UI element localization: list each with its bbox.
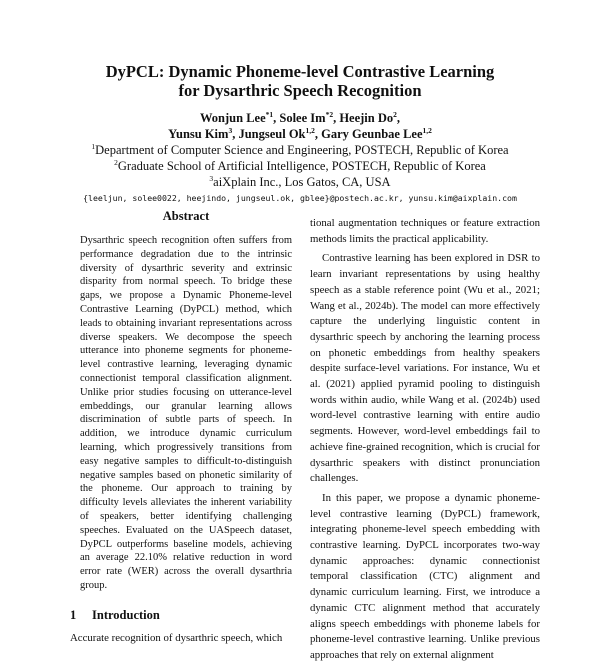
affiliation-mark: 1 <box>91 141 96 151</box>
affiliations <box>0 142 600 190</box>
authors-line-2: Yunsu Kim$^3$, Jungseul Ok$^{1,2}$, Gary Geunbae Lee$^{1,2}$ <box>168 125 432 141</box>
title-line-1: DyPCL: Dynamic Phoneme-level Contrastive Learning <box>105 62 495 81</box>
author-name: Heejin Do <box>339 111 394 125</box>
affiliation-text: aiXplain Inc., Los Gatos, CA, USA <box>213 175 391 189</box>
author-emails: {leeljun, solee0022, heejindo, jungseul.ok, gblee}@postech.ac.kr, yunsu.kim@aixplain.com <box>83 193 517 203</box>
abstract-text: Dysarthric speech recognition often suffers from performance degradation due to the intrinsic diversity of dysarthric severity and extrinsic disparity from normal speech. To bridge these gaps, we propose a Dynamic Phoneme-level Contrastive Learning (DyPCL) method, which leads to obtaining invariant representations across diverse speakers. We decompose the speech utterance into phoneme segments for phoneme-level contrastive learning, leveraging dynamic connectionist temporal classification alignment. Unlike prior studies focusing on utterance-level embeddings, our granular learning allows discrimination of subtle parts of speech. In addition, we introduce dynamic curriculum learning, which progressively transitions from easy negative samples to difficult-to-distinguish negative samples based on phonetic similarity of the phoneme. Our approach to training by difficulty levels alleviates the inherent variability of speakers, better identifying challenging speeches. Evaluated on the UASpeech dataset, DyPCL outperforms baseline models, achieving an average 22.10% relative reduction in word error rate (WER) across the overall dysarthria group. <box>80 235 292 591</box>
body-paragraph: tional augmentation techniques or feature extraction methods limits the practical applicability. <box>310 217 540 245</box>
authors-line-1: Wonjun Lee$^{*1}$, Solee Im$^{*2}$, Heejin Do$^2$, <box>199 109 400 125</box>
body-paragraph: Contrastive learning has been explored in DSR to learn invariant representations by using healthy speech as a stable reference point (Wu et al., 2021; Wang et al., 2024b). The model can more effectively capture the underlying linguistic content in dysarthric speech by anchoring the learning process on phonetic embeddings from healthy speakers despite surface-level variations. For instance, Wu et al. (2021) applied pyramid pooling to distinguish words within audio, while Wang et al. (2024b) used word-level contrastive learning with entire audio segments. However, word-level embeddings fail to achieve fine-grained recognition, which is crucial for dysarthric speakers with distinct pronunciation challenges. <box>310 252 540 485</box>
body-paragraph: In this paper, we propose a dynamic phoneme-level contrastive learning (DyPCL) framework, integrating phoneme-level speech embedding with contrastive learning. DyPCL incorporates two-way dynamic approaches: dynamic connectionist temporal classification (CTC) alignment and dynamic curriculum learning. First, we introduce a dynamic CTC alignment method that accurately aligns speech embeddings with phoneme labels for phoneme-level contrastive learning. Unlike previous approaches that rely on external alignment <box>310 491 540 661</box>
affiliation <box>0 142 600 158</box>
affiliation-text: Department of Computer Science and Engineering, POSTECH, Republic of Korea <box>95 143 509 157</box>
affiliation-mark: 2 <box>114 157 118 167</box>
title-line-2: for Dysarthric Speech Recognition <box>178 81 422 100</box>
paper-title <box>0 62 600 100</box>
author-affil-mark: 1,2 <box>305 125 315 135</box>
author-affil-mark: 1,2 <box>422 125 432 135</box>
paper-header <box>0 62 600 204</box>
author-name: Yunsu Kim <box>168 127 229 141</box>
right-column <box>310 208 540 664</box>
section-heading-introduction <box>70 607 302 623</box>
author-name: Wonjun Lee <box>199 111 266 125</box>
author-name: Solee Im <box>279 111 326 125</box>
section-title: Introduction <box>92 607 160 622</box>
affiliation <box>0 174 600 190</box>
section-number: 1 <box>70 607 77 622</box>
author-affil-mark: *1 <box>265 109 274 119</box>
author-name: Gary Geunbae Lee <box>321 127 423 141</box>
author-affil-mark: 2 <box>393 109 397 119</box>
affiliation-mark: 3 <box>209 173 214 183</box>
author-affil-mark: 3 <box>228 125 233 135</box>
left-column <box>70 208 302 646</box>
abstract-heading: Abstract <box>162 209 210 223</box>
affiliation <box>0 158 600 174</box>
author-affil-mark: *2 <box>325 109 334 119</box>
author-name: Jungseul Ok <box>238 127 306 141</box>
author-list <box>0 110 600 142</box>
affiliation-text: Graduate School of Artificial Intelligence, POSTECH, Republic of Korea <box>117 159 486 173</box>
intro-paragraph: Accurate recognition of dysarthric speech, which <box>70 631 283 644</box>
